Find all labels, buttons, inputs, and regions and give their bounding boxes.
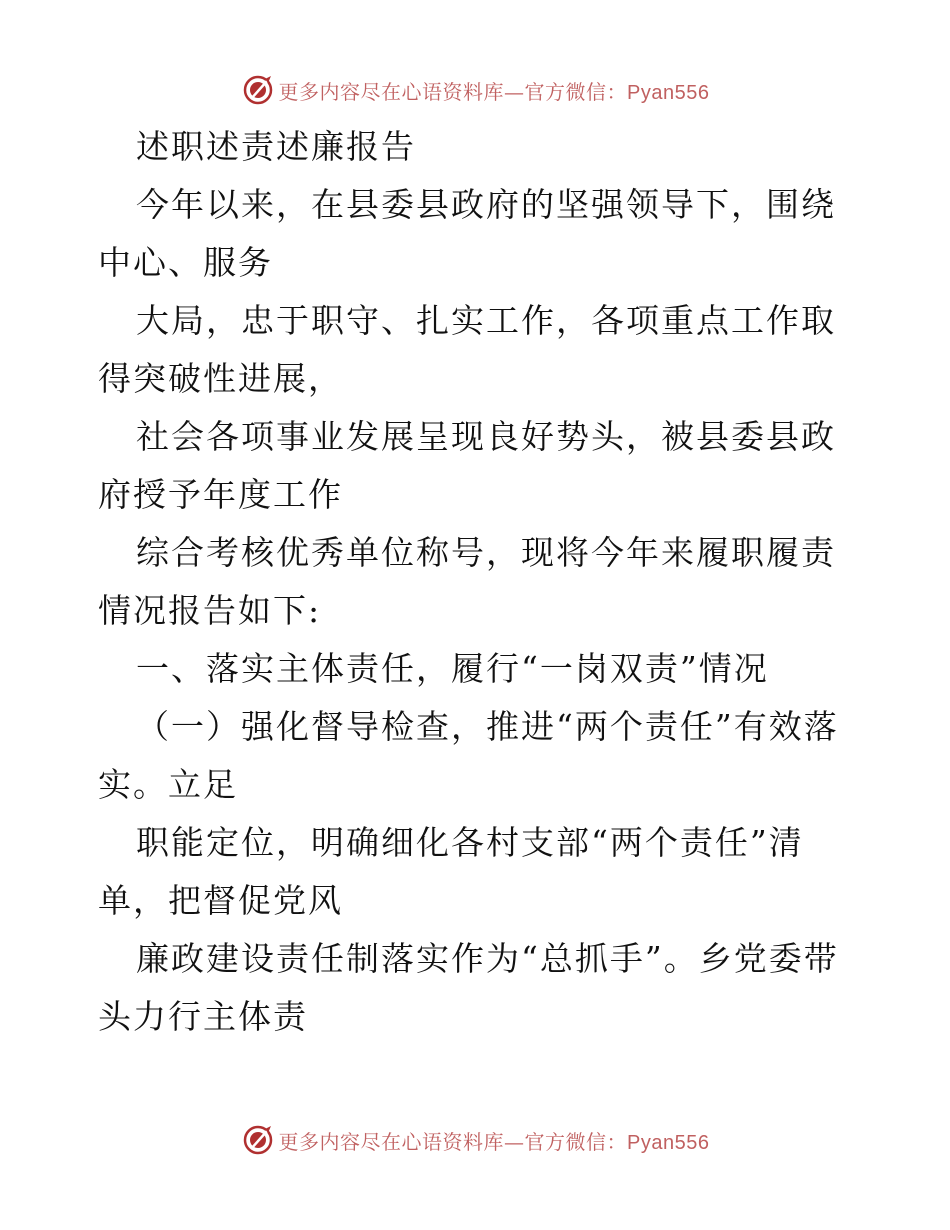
- pen-logo-icon: [241, 73, 275, 107]
- paragraph-4: 综合考核优秀单位称号，现将今年来履职履责情况报告如下:: [98, 533, 836, 630]
- document-title: 述职述责述廉报告: [136, 127, 416, 166]
- watermark-handle: Pyan556: [627, 1131, 710, 1154]
- paragraph-3: 社会各项事业发展呈现良好势头，被县委县政府授予年度工作: [98, 417, 836, 514]
- paragraph-1: 今年以来，在县委县政府的坚强领导下，围绕中心、服务: [98, 185, 836, 282]
- document-body: [98, 118, 850, 1046]
- section-heading-1: 一、落实主体责任，履行“一岗双责”情况: [136, 649, 769, 688]
- watermark-label: 更多内容尽在心语资料库—官方微信：: [278, 79, 628, 104]
- watermark-handle: Pyan556: [627, 81, 710, 104]
- paragraph-2: 大局，忠于职守、扎实工作，各项重点工作取得突破性进展，: [98, 301, 836, 398]
- paragraph-8: 廉政建设责任制落实作为“总抓手”。乡党委带头力行主体责: [98, 939, 839, 1036]
- watermark-text: [279, 1126, 710, 1155]
- paragraph-7: 职能定位，明确细化各村支部“两个责任”清单，把督促党风: [98, 823, 804, 920]
- footer-watermark-banner: [0, 1120, 950, 1160]
- paragraph-6: （一）强化督导检查，推进“两个责任”有效落实。立足: [98, 707, 839, 804]
- watermark-text: [279, 76, 710, 105]
- pen-logo-icon: [241, 1123, 275, 1157]
- header-watermark-banner: [0, 70, 950, 110]
- watermark-label: 更多内容尽在心语资料库—官方微信：: [278, 1129, 628, 1154]
